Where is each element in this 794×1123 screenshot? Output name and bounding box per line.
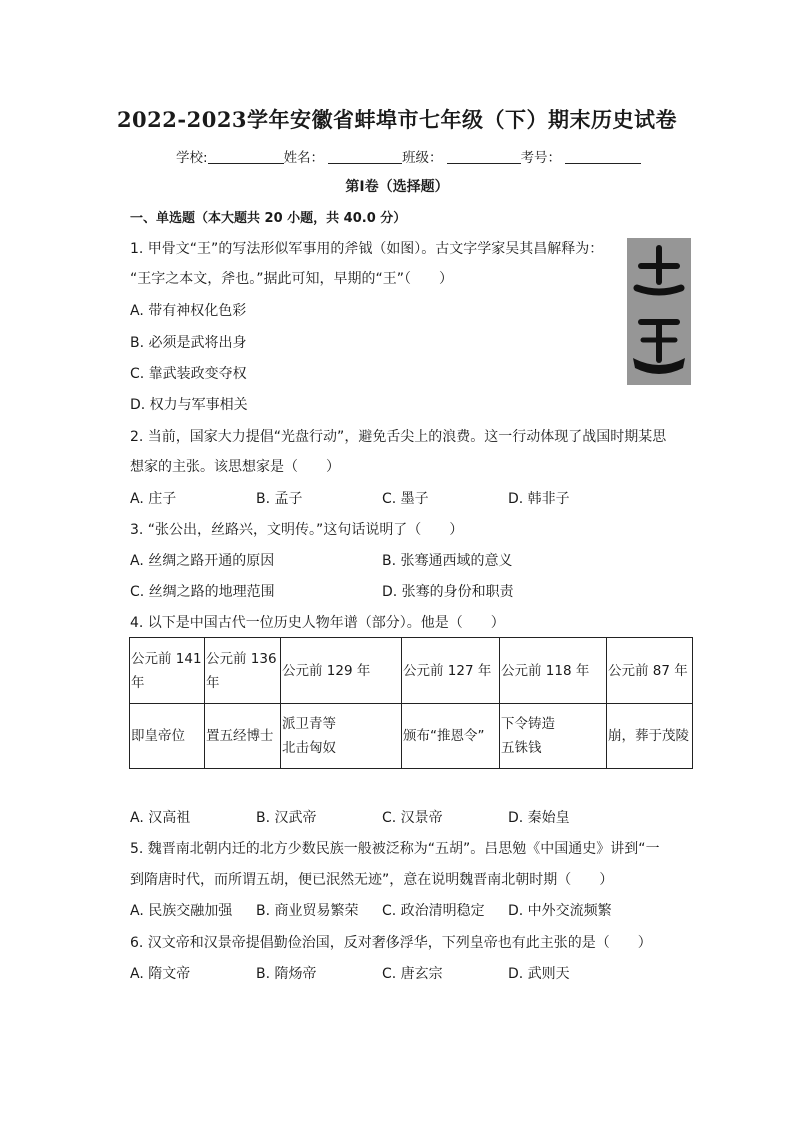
cell-line: 五铢钱 xyxy=(501,740,542,756)
question-2-option-a[interactable]: A. 庄子 xyxy=(130,491,177,507)
table-row xyxy=(130,638,693,704)
student-info-row xyxy=(176,146,641,166)
table-cell xyxy=(205,638,281,704)
question-5-option-a[interactable]: A. 民族交融加强 xyxy=(130,903,233,919)
table-cell xyxy=(607,704,693,769)
cell-line: 公元前 141 xyxy=(131,650,202,667)
question-5-option-c[interactable]: C. 政治清明稳定 xyxy=(382,903,485,919)
question-3-option-b[interactable]: B. 张骞通西域的意义 xyxy=(382,553,513,569)
question-1-line-2: “王字之本文，斧也。”据此可知，早期的“王”（ ） xyxy=(130,271,454,287)
cell-line: 年 xyxy=(206,674,220,691)
part-heading: 一、单选题（本大题共 20 小题，共 40.0 分） xyxy=(130,211,407,226)
question-1-option-b[interactable]: B. 必须是武将出身 xyxy=(130,335,247,351)
table-cell xyxy=(607,638,693,704)
section-title: 第Ⅰ卷（选择题） xyxy=(345,179,449,195)
table-cell xyxy=(205,704,281,769)
cell-line: 公元前 127 年 xyxy=(403,662,492,679)
cell-line: 置五经博士 xyxy=(206,728,274,744)
question-2-line-2: 想家的主张。该思想家是（ ） xyxy=(130,459,340,475)
table-row xyxy=(130,704,693,769)
question-3-line-1: 3. “张公出，丝路兴，文明传。”这句话说明了（ ） xyxy=(130,522,464,538)
school-label: 学校: xyxy=(176,150,208,166)
class-blank[interactable] xyxy=(447,149,521,164)
question-4-option-b[interactable]: B. 汉武帝 xyxy=(256,810,317,826)
table-cell xyxy=(500,704,607,769)
cell-line: 公元前 129 年 xyxy=(282,662,371,679)
exam-title: 2022-2023学年安徽省蚌埠市七年级（下）期末历史试卷 xyxy=(116,107,678,132)
question-1-line-1: 1. 甲骨文“王”的写法形似军事用的斧钺（如图）。古文字学家吴其昌解释为： xyxy=(130,241,604,257)
cell-line: 下令铸造 xyxy=(501,716,555,732)
question-4-option-a[interactable]: A. 汉高祖 xyxy=(130,810,191,826)
cell-line: 北击匈奴 xyxy=(282,740,336,756)
cell-line: 公元前 136 xyxy=(206,650,277,667)
class-label: 班级： xyxy=(402,150,443,166)
name-blank[interactable] xyxy=(328,149,402,164)
question-6-option-d[interactable]: D. 武则天 xyxy=(508,966,570,982)
question-1-option-d[interactable]: D. 权力与军事相关 xyxy=(130,397,248,413)
question-2-option-d[interactable]: D. 韩非子 xyxy=(508,491,570,507)
cell-line: 颁布“推恩令” xyxy=(403,728,485,744)
cell-line: 崩，葬于茂陵 xyxy=(608,728,689,744)
name-label: 姓名： xyxy=(283,150,325,166)
question-6-option-c[interactable]: C. 唐玄宗 xyxy=(382,966,443,982)
table-cell xyxy=(500,638,607,704)
question-4-line-1: 4. 以下是中国古代一位历史人物年谱（部分）。他是（ ） xyxy=(130,615,505,631)
table-cell xyxy=(130,704,205,769)
question-4-option-c[interactable]: C. 汉景帝 xyxy=(382,810,443,826)
exam-no-label: 考号： xyxy=(520,150,562,166)
school-blank[interactable] xyxy=(208,149,284,164)
table-cell xyxy=(130,638,205,704)
cell-line: 公元前 118 年 xyxy=(501,662,590,679)
question-1-option-c[interactable]: C. 靠武装政变夺权 xyxy=(130,366,247,382)
question-6-option-a[interactable]: A. 隋文帝 xyxy=(130,966,191,982)
question-6-line-1: 6. 汉文帝和汉景帝提倡勤俭治国，反对奢侈浮华，下列皇帝也有此主张的是（ ） xyxy=(130,935,652,951)
cell-line: 公元前 87 年 xyxy=(608,662,688,679)
question-2-option-c[interactable]: C. 墨子 xyxy=(382,491,429,507)
question-2-line-1: 2. 当前，国家大力提倡“光盘行动”，避免舌尖上的浪费。这一行动体现了战国时期某思 xyxy=(130,429,667,445)
question-1-option-a[interactable]: A. 带有神权化色彩 xyxy=(130,303,247,319)
chronology-table xyxy=(129,637,693,769)
cell-line: 年 xyxy=(131,674,145,691)
table-cell xyxy=(281,704,402,769)
table-cell xyxy=(281,638,402,704)
question-5-option-b[interactable]: B. 商业贸易繁荣 xyxy=(256,903,359,919)
question-5-line-1: 5. 魏晋南北朝内迁的北方少数民族一般被泛称为“五胡”。吕思勉《中国通史》讲到“一 xyxy=(130,841,660,857)
question-3-option-d[interactable]: D. 张骞的身份和职责 xyxy=(382,584,514,600)
question-5-line-2: 到隋唐时代，而所谓五胡，便已泯然无迹”，意在说明魏晋南北朝时期（ ） xyxy=(130,872,614,888)
question-3-option-a[interactable]: A. 丝绸之路开通的原因 xyxy=(130,553,275,569)
cell-line: 即皇帝位 xyxy=(131,728,185,744)
exam-no-blank[interactable] xyxy=(565,149,641,164)
oracle-bone-figure xyxy=(627,238,691,385)
question-5-option-d[interactable]: D. 中外交流频繁 xyxy=(508,903,612,919)
cell-line: 派卫青等 xyxy=(282,716,336,732)
table-cell xyxy=(402,704,500,769)
question-3-option-c[interactable]: C. 丝绸之路的地理范围 xyxy=(130,584,275,600)
question-6-option-b[interactable]: B. 隋炀帝 xyxy=(256,966,317,982)
question-4-option-d[interactable]: D. 秦始皇 xyxy=(508,810,570,826)
question-2-option-b[interactable]: B. 孟子 xyxy=(256,491,303,507)
table-cell xyxy=(402,638,500,704)
